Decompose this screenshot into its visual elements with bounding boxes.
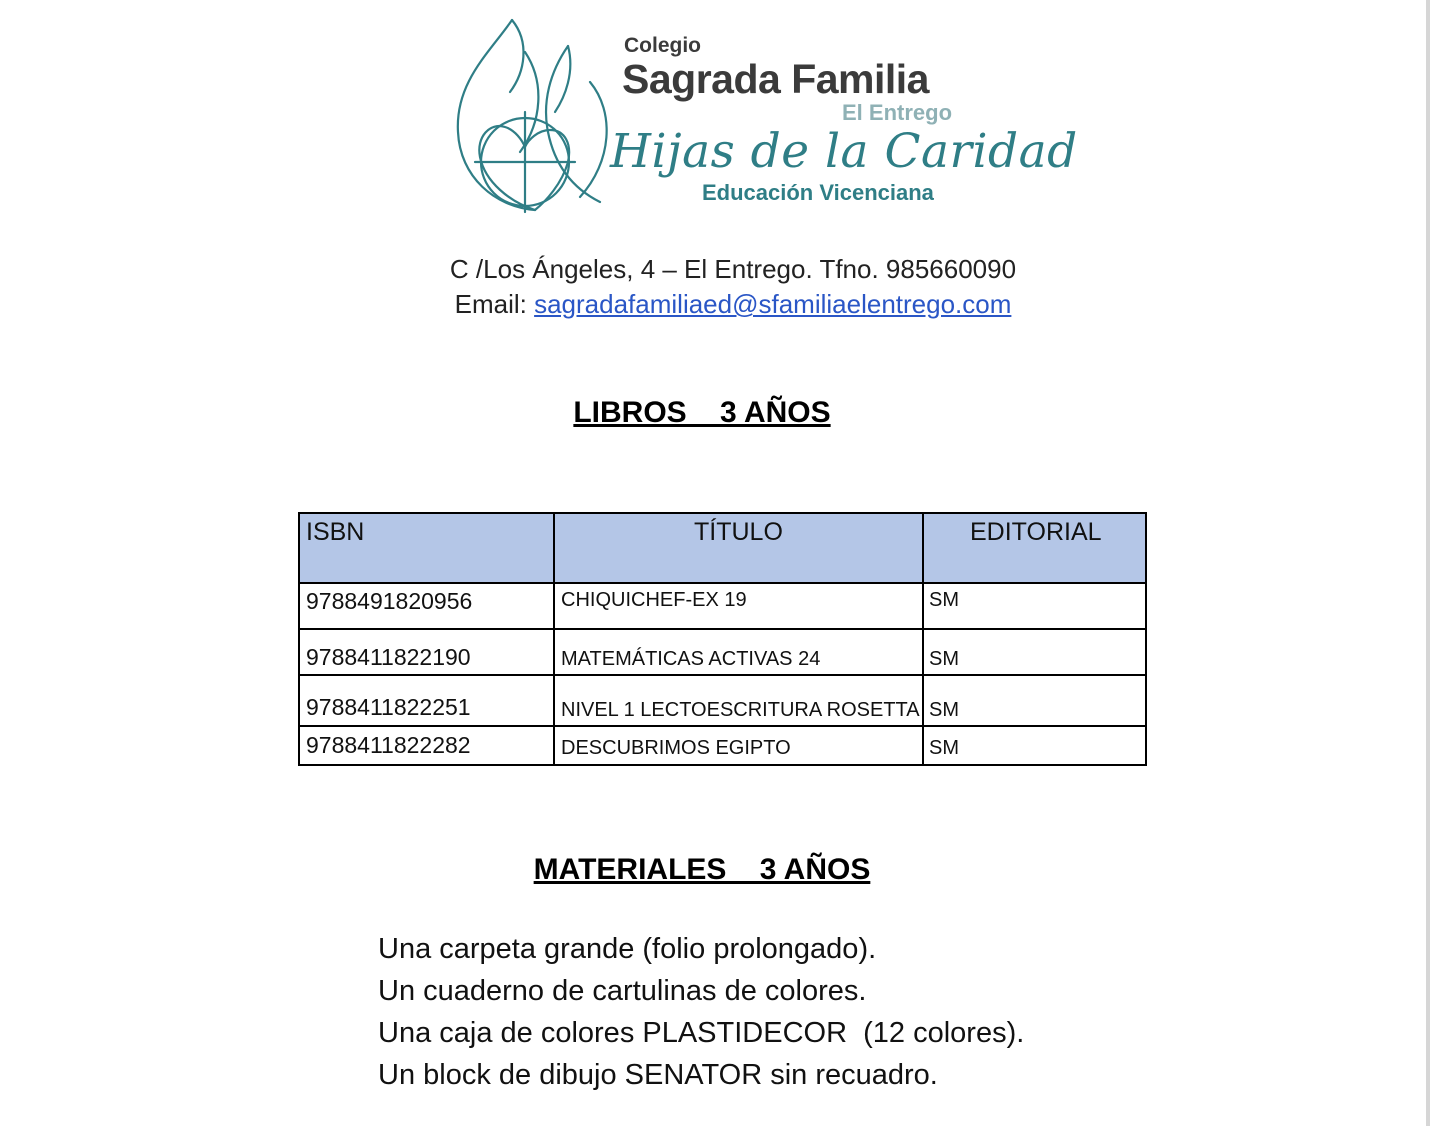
table-row-title: DESCUBRIMOS EGIPTO — [561, 737, 791, 759]
table-row-title: CHIQUICHEF-EX 19 — [561, 589, 747, 611]
table-row-isbn: 9788411822190 — [306, 644, 471, 670]
materials-heading: MATERIALES 3 AÑOS — [533, 853, 871, 886]
table-row-isbn: 9788411822282 — [306, 732, 471, 758]
list-item: Una carpeta grande (folio prolongado). — [378, 933, 877, 965]
list-item: Una caja de colores PLASTIDECOR (12 colores). — [378, 1017, 1025, 1049]
logo-school-name: Sagrada Familia — [622, 56, 929, 102]
address-line: C /Los Ángeles, 4 – El Entrego. Tfno. 985660090 — [449, 254, 1017, 284]
email-label: Email: — [454, 289, 527, 319]
logo-colegio: Colegio — [624, 34, 701, 57]
header-publisher: EDITORIAL — [970, 518, 1102, 546]
school-logo — [450, 12, 1078, 217]
email-link[interactable]: sagradafamiliaed@sfamiliaelentrego.com — [534, 289, 1012, 319]
list-item: Un cuaderno de cartulinas de colores. — [378, 975, 867, 1007]
list-item: Un block de dibujo SENATOR sin recuadro. — [378, 1059, 938, 1091]
materials-list — [378, 928, 1024, 1096]
flame-heart-cross-icon — [450, 12, 620, 217]
logo-script: Hijas de la Caridad — [610, 124, 1078, 179]
logo-education: Educación Vicenciana — [702, 180, 934, 205]
table-row-publisher: SM — [929, 737, 959, 759]
table-row-publisher: SM — [929, 648, 959, 670]
table-row-isbn: 9788491820956 — [306, 588, 473, 614]
table-row-publisher: SM — [929, 589, 959, 611]
books-table — [298, 512, 1147, 767]
header-isbn: ISBN — [306, 518, 365, 546]
table-row-isbn: 9788411822251 — [306, 694, 471, 720]
logo-place: El Entrego — [842, 100, 953, 125]
table-row-title: NIVEL 1 LECTOESCRITURA ROSETTA — [561, 699, 920, 721]
page-edge — [1426, 0, 1430, 1126]
table-row-title: MATEMÁTICAS ACTIVAS 24 — [561, 648, 821, 670]
email-line — [0, 289, 1430, 320]
table-row-publisher: SM — [929, 699, 959, 721]
books-heading: LIBROS 3 AÑOS — [573, 396, 831, 429]
header-title: TÍTULO — [694, 518, 783, 546]
